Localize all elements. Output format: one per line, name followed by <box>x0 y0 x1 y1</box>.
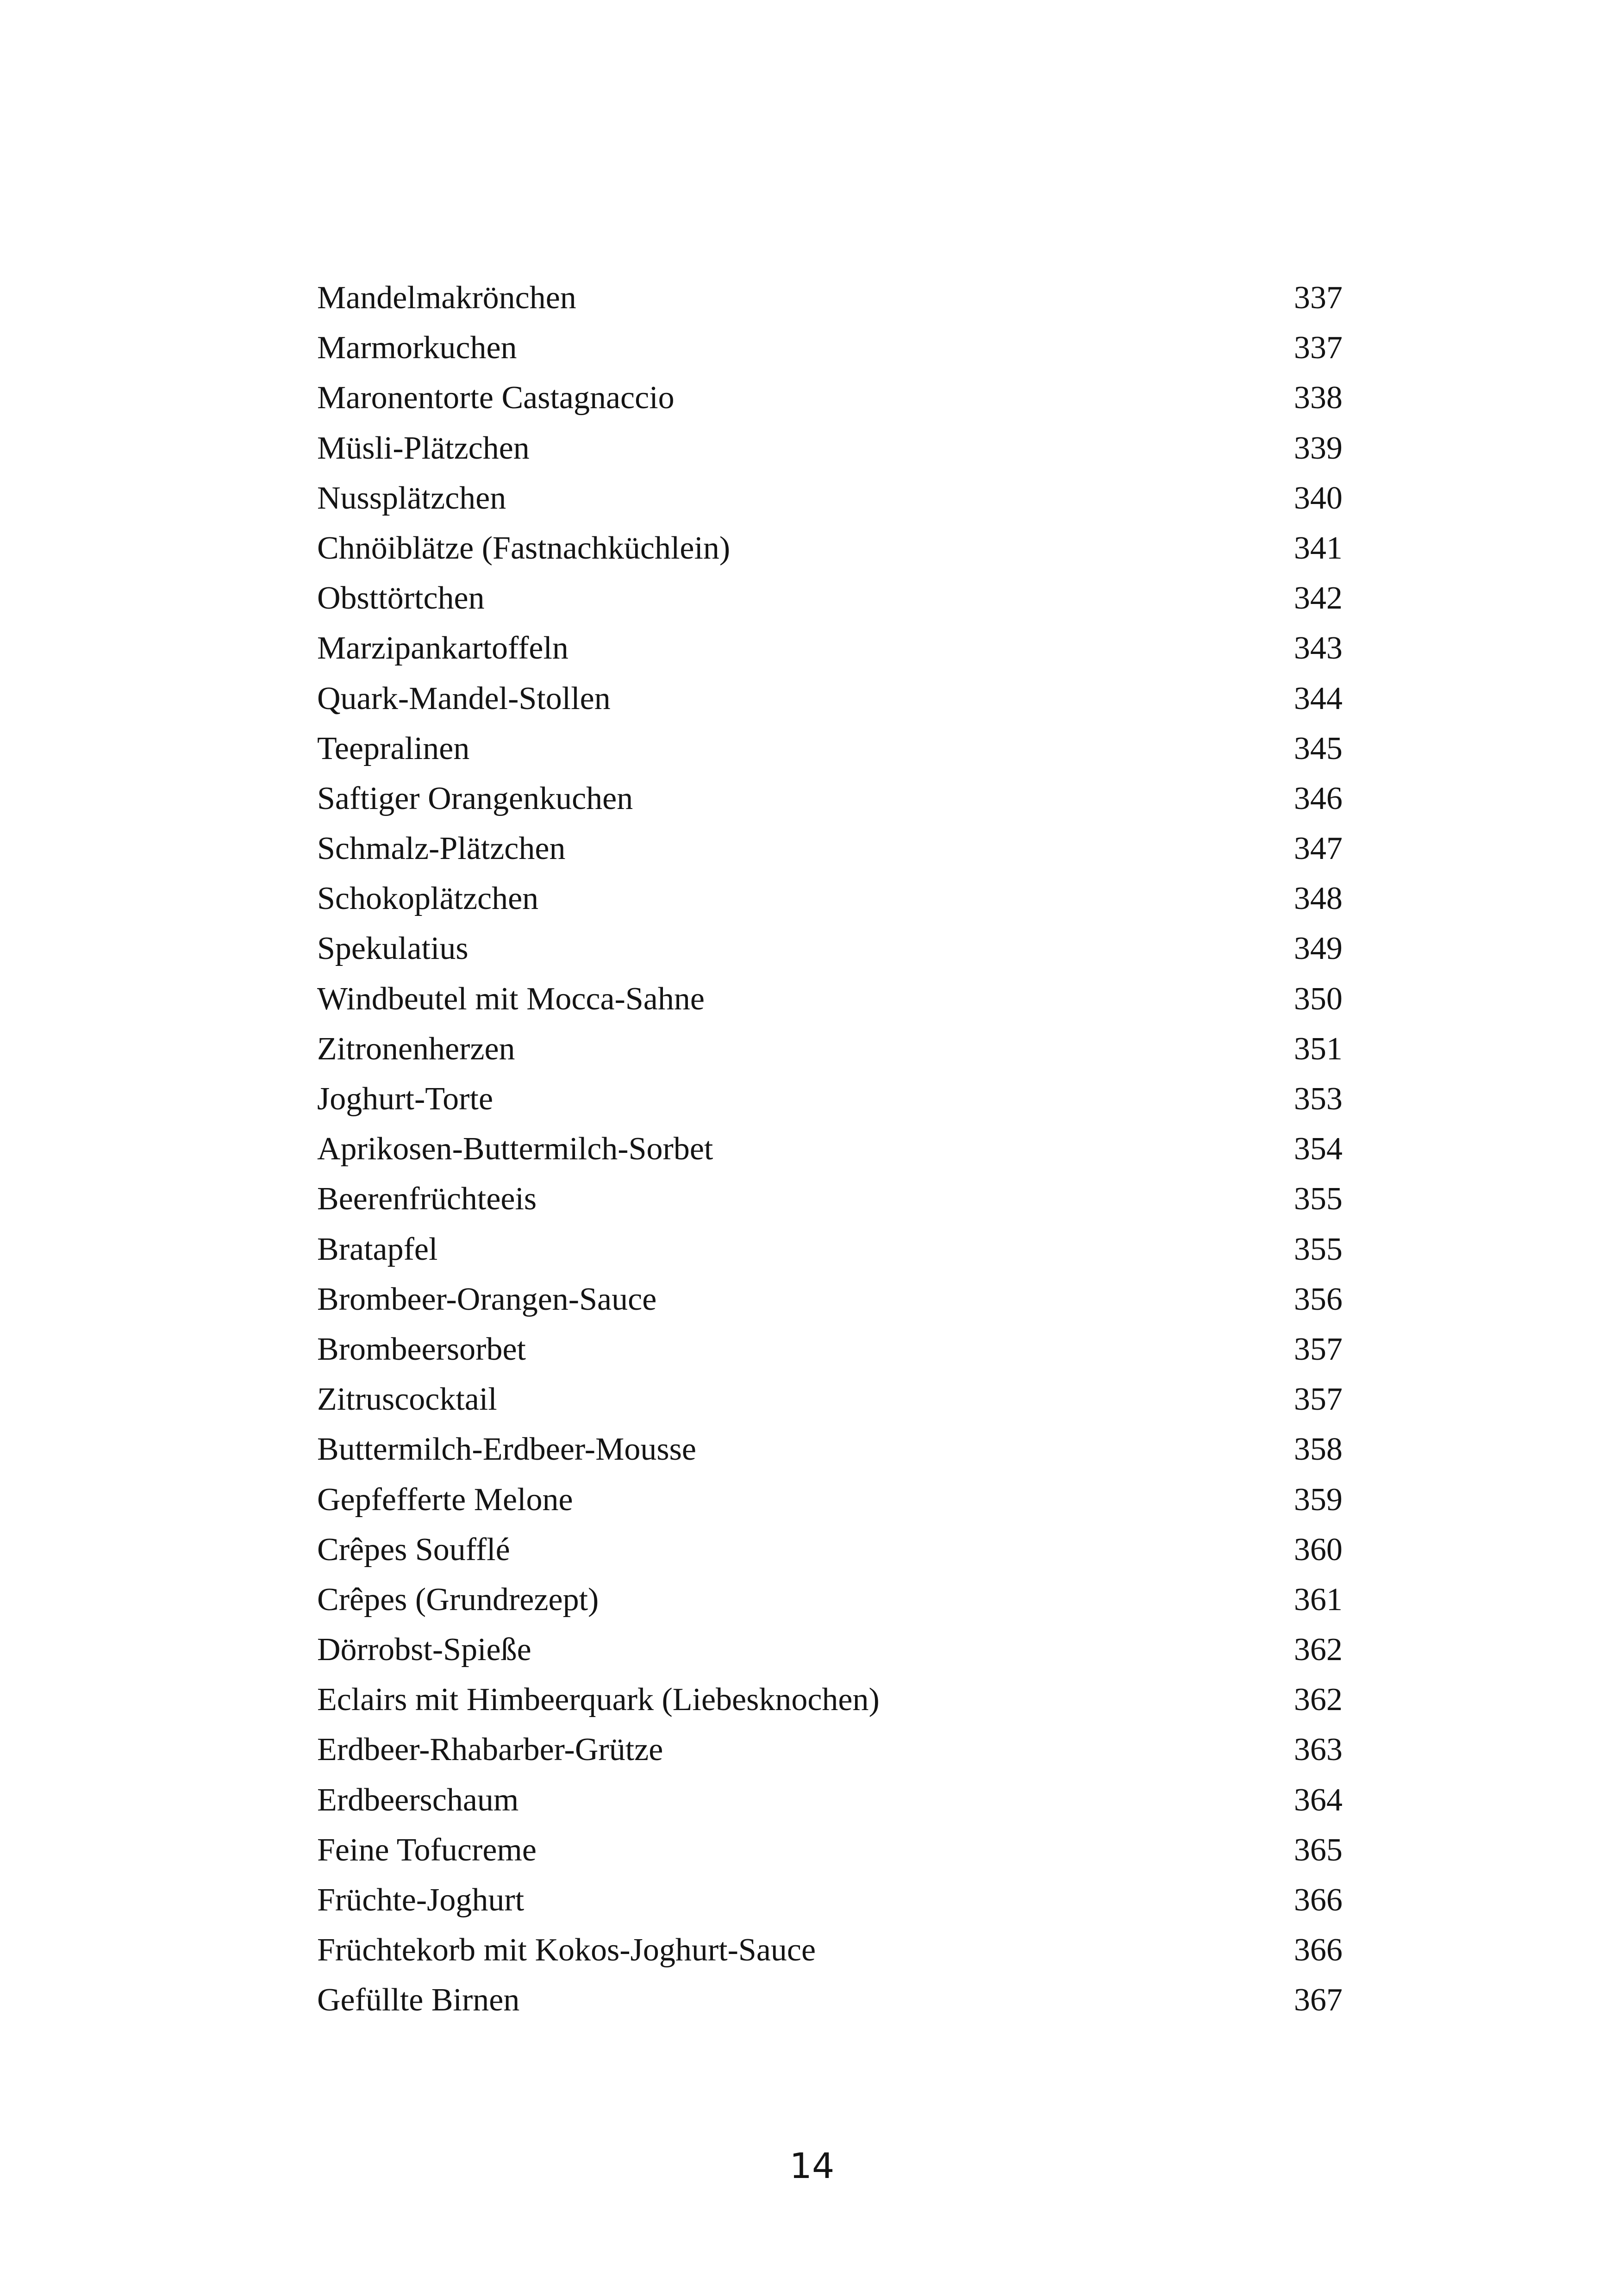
toc-entry-title: Crêpes (Grundrezept) <box>317 1581 599 1618</box>
toc-entry-page: 353 <box>1294 1081 1343 1117</box>
toc-entry <box>317 1925 1343 1975</box>
toc-entry-page: 339 <box>1294 430 1343 466</box>
toc-entry-page: 355 <box>1294 1181 1343 1217</box>
toc-entry-title: Schokoplätzchen <box>317 881 539 917</box>
toc-entry <box>317 1325 1343 1375</box>
toc-entry-page: 350 <box>1294 981 1343 1017</box>
toc-entry-title: Eclairs mit Himbeerquark (Liebesknochen) <box>317 1682 880 1718</box>
toc-entry-page: 358 <box>1294 1431 1343 1468</box>
toc-entry-title: Aprikosen-Buttermilch-Sorbet <box>317 1131 713 1167</box>
toc-entry-title: Quark-Mandel-Stollen <box>317 680 611 716</box>
toc-entry <box>317 1825 1343 1875</box>
toc-entry <box>317 1275 1343 1325</box>
toc-entry <box>317 974 1343 1024</box>
toc-entry-title: Brombeer-Orangen-Sauce <box>317 1281 657 1317</box>
toc-entry-page: 347 <box>1294 831 1343 867</box>
toc-entry-title: Brombeersorbet <box>317 1331 526 1367</box>
toc-entry <box>317 1975 1343 2025</box>
toc-entry-title: Windbeutel mit Mocca-Sahne <box>317 981 705 1017</box>
toc-entry-page: 340 <box>1294 480 1343 516</box>
toc-entry-title: Früchte-Joghurt <box>317 1882 525 1918</box>
toc-entry-title: Marzipankartoffeln <box>317 630 568 666</box>
toc-entry-page: 338 <box>1294 380 1343 416</box>
toc-entry-title: Saftiger Orangenkuchen <box>317 780 633 816</box>
toc-entry <box>317 1875 1343 1925</box>
toc-entry <box>317 473 1343 523</box>
toc-entry-page: 366 <box>1294 1882 1343 1918</box>
toc-entry-page: 357 <box>1294 1331 1343 1367</box>
toc-entry <box>317 824 1343 874</box>
table-of-contents <box>317 273 1343 2026</box>
toc-entry <box>317 423 1343 473</box>
toc-entry-title: Dörrobst-Spieße <box>317 1632 531 1668</box>
toc-entry-page: 349 <box>1294 931 1343 967</box>
toc-entry <box>317 1475 1343 1525</box>
toc-entry-title: Zitronenherzen <box>317 1031 515 1067</box>
toc-entry-page: 351 <box>1294 1031 1343 1067</box>
toc-entry <box>317 1174 1343 1224</box>
toc-entry-title: Bratapfel <box>317 1231 438 1267</box>
toc-entry <box>317 1024 1343 1074</box>
toc-entry-title: Marmorkuchen <box>317 330 517 366</box>
toc-entry-page: 346 <box>1294 780 1343 816</box>
toc-entry-page: 345 <box>1294 730 1343 766</box>
toc-entry-page: 363 <box>1294 1732 1343 1768</box>
toc-entry-page: 355 <box>1294 1231 1343 1267</box>
toc-entry <box>317 674 1343 724</box>
toc-entry <box>317 874 1343 924</box>
toc-entry-page: 361 <box>1294 1581 1343 1618</box>
toc-entry <box>317 1775 1343 1825</box>
toc-entry-page: 366 <box>1294 1932 1343 1968</box>
toc-entry-title: Nussplätzchen <box>317 480 506 516</box>
toc-entry <box>317 323 1343 373</box>
toc-entry <box>317 523 1343 573</box>
toc-entry <box>317 1725 1343 1775</box>
toc-entry-title: Schmalz-Plätzchen <box>317 831 566 867</box>
toc-entry-page: 364 <box>1294 1782 1343 1818</box>
toc-entry <box>317 1375 1343 1425</box>
toc-entry-title: Joghurt-Torte <box>317 1081 493 1117</box>
toc-entry-page: 362 <box>1294 1682 1343 1718</box>
toc-entry-title: Erdbeerschaum <box>317 1782 519 1818</box>
toc-entry-title: Gefüllte Birnen <box>317 1982 520 2018</box>
toc-entry-title: Feine Tofucreme <box>317 1832 537 1868</box>
toc-entry-title: Maronentorte Castagnaccio <box>317 380 675 416</box>
toc-entry-title: Teepralinen <box>317 730 470 766</box>
toc-entry-page: 359 <box>1294 1481 1343 1518</box>
toc-entry-title: Chnöiblätze (Fastnachküchlein) <box>317 530 731 566</box>
toc-entry-page: 344 <box>1294 680 1343 716</box>
toc-entry <box>317 1124 1343 1174</box>
toc-entry <box>317 273 1343 323</box>
toc-entry-page: 337 <box>1294 280 1343 316</box>
toc-entry-page: 337 <box>1294 330 1343 366</box>
toc-entry <box>317 1074 1343 1124</box>
toc-entry <box>317 623 1343 673</box>
page-number: 14 <box>789 2145 835 2186</box>
toc-entry <box>317 1675 1343 1725</box>
toc-entry-title: Crêpes Soufflé <box>317 1531 510 1568</box>
toc-entry-page: 354 <box>1294 1131 1343 1167</box>
toc-entry-page: 341 <box>1294 530 1343 566</box>
toc-entry <box>317 1525 1343 1575</box>
toc-entry <box>317 1625 1343 1675</box>
toc-entry-page: 356 <box>1294 1281 1343 1317</box>
toc-entry-title: Erdbeer-Rhabarber-Grütze <box>317 1732 663 1768</box>
toc-entry-page: 343 <box>1294 630 1343 666</box>
toc-entry-page: 357 <box>1294 1381 1343 1418</box>
toc-entry <box>317 573 1343 623</box>
toc-entry <box>317 724 1343 774</box>
toc-entry-page: 342 <box>1294 580 1343 616</box>
toc-entry-page: 365 <box>1294 1832 1343 1868</box>
toc-entry <box>317 1225 1343 1275</box>
toc-entry-title: Zitruscocktail <box>317 1381 497 1418</box>
toc-entry <box>317 373 1343 423</box>
toc-entry-page: 348 <box>1294 881 1343 917</box>
toc-entry <box>317 1575 1343 1625</box>
toc-entry-title: Obsttörtchen <box>317 580 485 616</box>
toc-entry-page: 360 <box>1294 1531 1343 1568</box>
toc-entry-page: 367 <box>1294 1982 1343 2018</box>
toc-entry-title: Spekulatius <box>317 931 468 967</box>
toc-entry <box>317 1425 1343 1475</box>
toc-entry <box>317 924 1343 974</box>
toc-entry-title: Beerenfrüchteeis <box>317 1181 537 1217</box>
toc-entry-title: Früchtekorb mit Kokos-Joghurt-Sauce <box>317 1932 816 1968</box>
toc-entry-title: Gepfefferte Melone <box>317 1481 573 1518</box>
toc-entry-title: Buttermilch-Erdbeer-Mousse <box>317 1431 696 1468</box>
toc-entry <box>317 774 1343 824</box>
toc-entry-title: Mandelmakrönchen <box>317 280 576 316</box>
toc-entry-page: 362 <box>1294 1632 1343 1668</box>
toc-entry-title: Müsli-Plätzchen <box>317 430 530 466</box>
